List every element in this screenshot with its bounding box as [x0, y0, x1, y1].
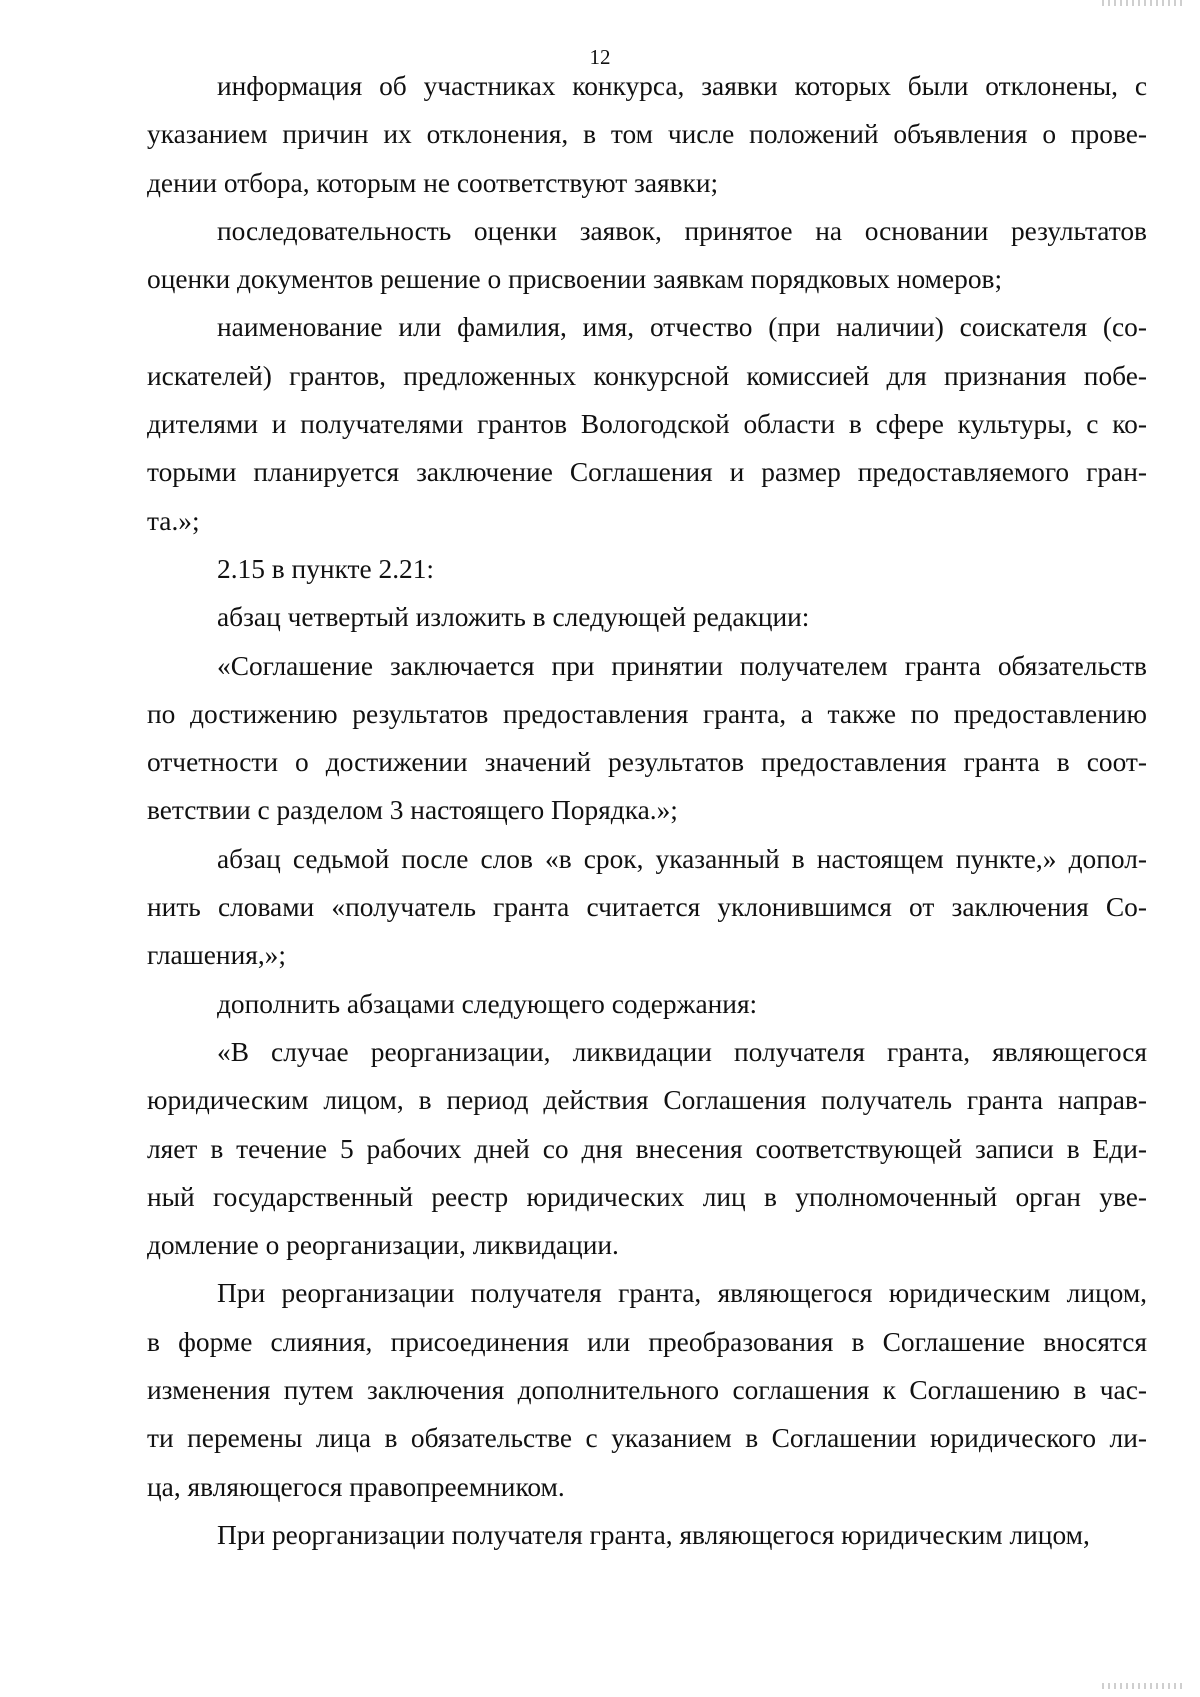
- paragraph: [147, 593, 1147, 641]
- paragraph-line: домление о реорганизации, ликвидации.: [147, 1230, 619, 1261]
- paragraph-line: «Соглашение заключается при принятии получателем гранта обязательств: [217, 650, 1147, 681]
- paragraph-line: ца, являющегося правопреемником.: [147, 1471, 565, 1502]
- paragraph: [147, 642, 1147, 835]
- paragraph-line: отчетности о достижении значений результатов предоставления гранта в соот-: [147, 747, 1147, 778]
- paragraph-line: та.»;: [147, 505, 200, 536]
- scan-artifact-top: [1102, 0, 1182, 6]
- paragraph: [147, 980, 1147, 1028]
- paragraph-line: абзац седьмой после слов «в срок, указанный в настоящем пункте,» допол-: [217, 843, 1147, 874]
- paragraph-line: ный государственный реестр юридических лиц в уполномоченный орган уве-: [147, 1181, 1147, 1212]
- paragraph-line: дополнить абзацами следующего содержания:: [217, 988, 758, 1019]
- paragraph-line: дении отбора, которым не соответствуют заявки;: [147, 167, 719, 198]
- paragraph: [147, 1511, 1147, 1559]
- paragraph: [147, 303, 1147, 544]
- page-number: 12: [589, 45, 611, 69]
- paragraph-line: ветствии с разделом 3 настоящего Порядка.»;: [147, 795, 678, 826]
- paragraph-line: указанием причин их отклонения, в том числе положений объявления о прове-: [147, 119, 1147, 150]
- paragraph-line: торыми планируется заключение Соглашения и размер предоставляемого гран-: [147, 457, 1147, 488]
- paragraph: [147, 545, 1147, 593]
- paragraph: [147, 835, 1147, 980]
- paragraph-line: оценки документов решение о присвоении заявкам порядковых номеров;: [147, 264, 1003, 295]
- scan-artifact-bottom: [1102, 1683, 1182, 1689]
- paragraph: [147, 62, 1147, 207]
- paragraph-line: абзац четвертый изложить в следующей редакции:: [217, 602, 810, 633]
- paragraph-line: в форме слияния, присоединения или преобразования в Соглашение вносятся: [147, 1326, 1147, 1357]
- paragraph-line: информация об участниках конкурса, заявки которых были отклонены, с: [217, 71, 1147, 101]
- paragraph-line: При реорганизации получателя гранта, являющегося юридическим лицом,: [217, 1519, 1090, 1550]
- paragraph-line: глашения,»;: [147, 940, 286, 971]
- paragraph-line: изменения путем заключения дополнительного соглашения к Соглашению в час-: [147, 1375, 1147, 1406]
- paragraph-line: ляет в течение 5 рабочих дней со дня внесения соответствующей записи в Еди-: [147, 1133, 1147, 1164]
- paragraph-line: 2.15 в пункте 2.21:: [217, 553, 435, 584]
- paragraph-line: «В случае реорганизации, ликвидации получателя гранта, являющегося: [217, 1036, 1147, 1067]
- paragraph-line: дителями и получателями грантов Вологодской области в сфере культуры, с ко-: [147, 409, 1147, 440]
- paragraph-line: последовательность оценки заявок, принятое на основании результатов: [217, 215, 1147, 246]
- paragraph: [147, 1028, 1147, 1269]
- paragraph-line: юридическим лицом, в период действия Соглашения получатель гранта направ-: [147, 1085, 1147, 1116]
- paragraph-line: искателей) грантов, предложенных конкурсной комиссией для признания побе-: [147, 360, 1147, 391]
- paragraph-line: При реорганизации получателя гранта, являющегося юридическим лицом,: [217, 1278, 1147, 1309]
- paragraph: [147, 207, 1147, 304]
- paragraph: [147, 1269, 1147, 1510]
- paragraph-line: нить словами «получатель гранта считается уклонившимся от заключения Со-: [147, 892, 1147, 923]
- paragraph-line: по достижению результатов предоставления гранта, а также по предоставлению: [147, 698, 1147, 729]
- document-body: [147, 62, 1147, 1559]
- paragraph-line: наименование или фамилия, имя, отчество (при наличии) соискателя (со-: [217, 312, 1147, 343]
- paragraph-line: ти перемены лица в обязательстве с указанием в Соглашении юридического ли-: [147, 1423, 1147, 1454]
